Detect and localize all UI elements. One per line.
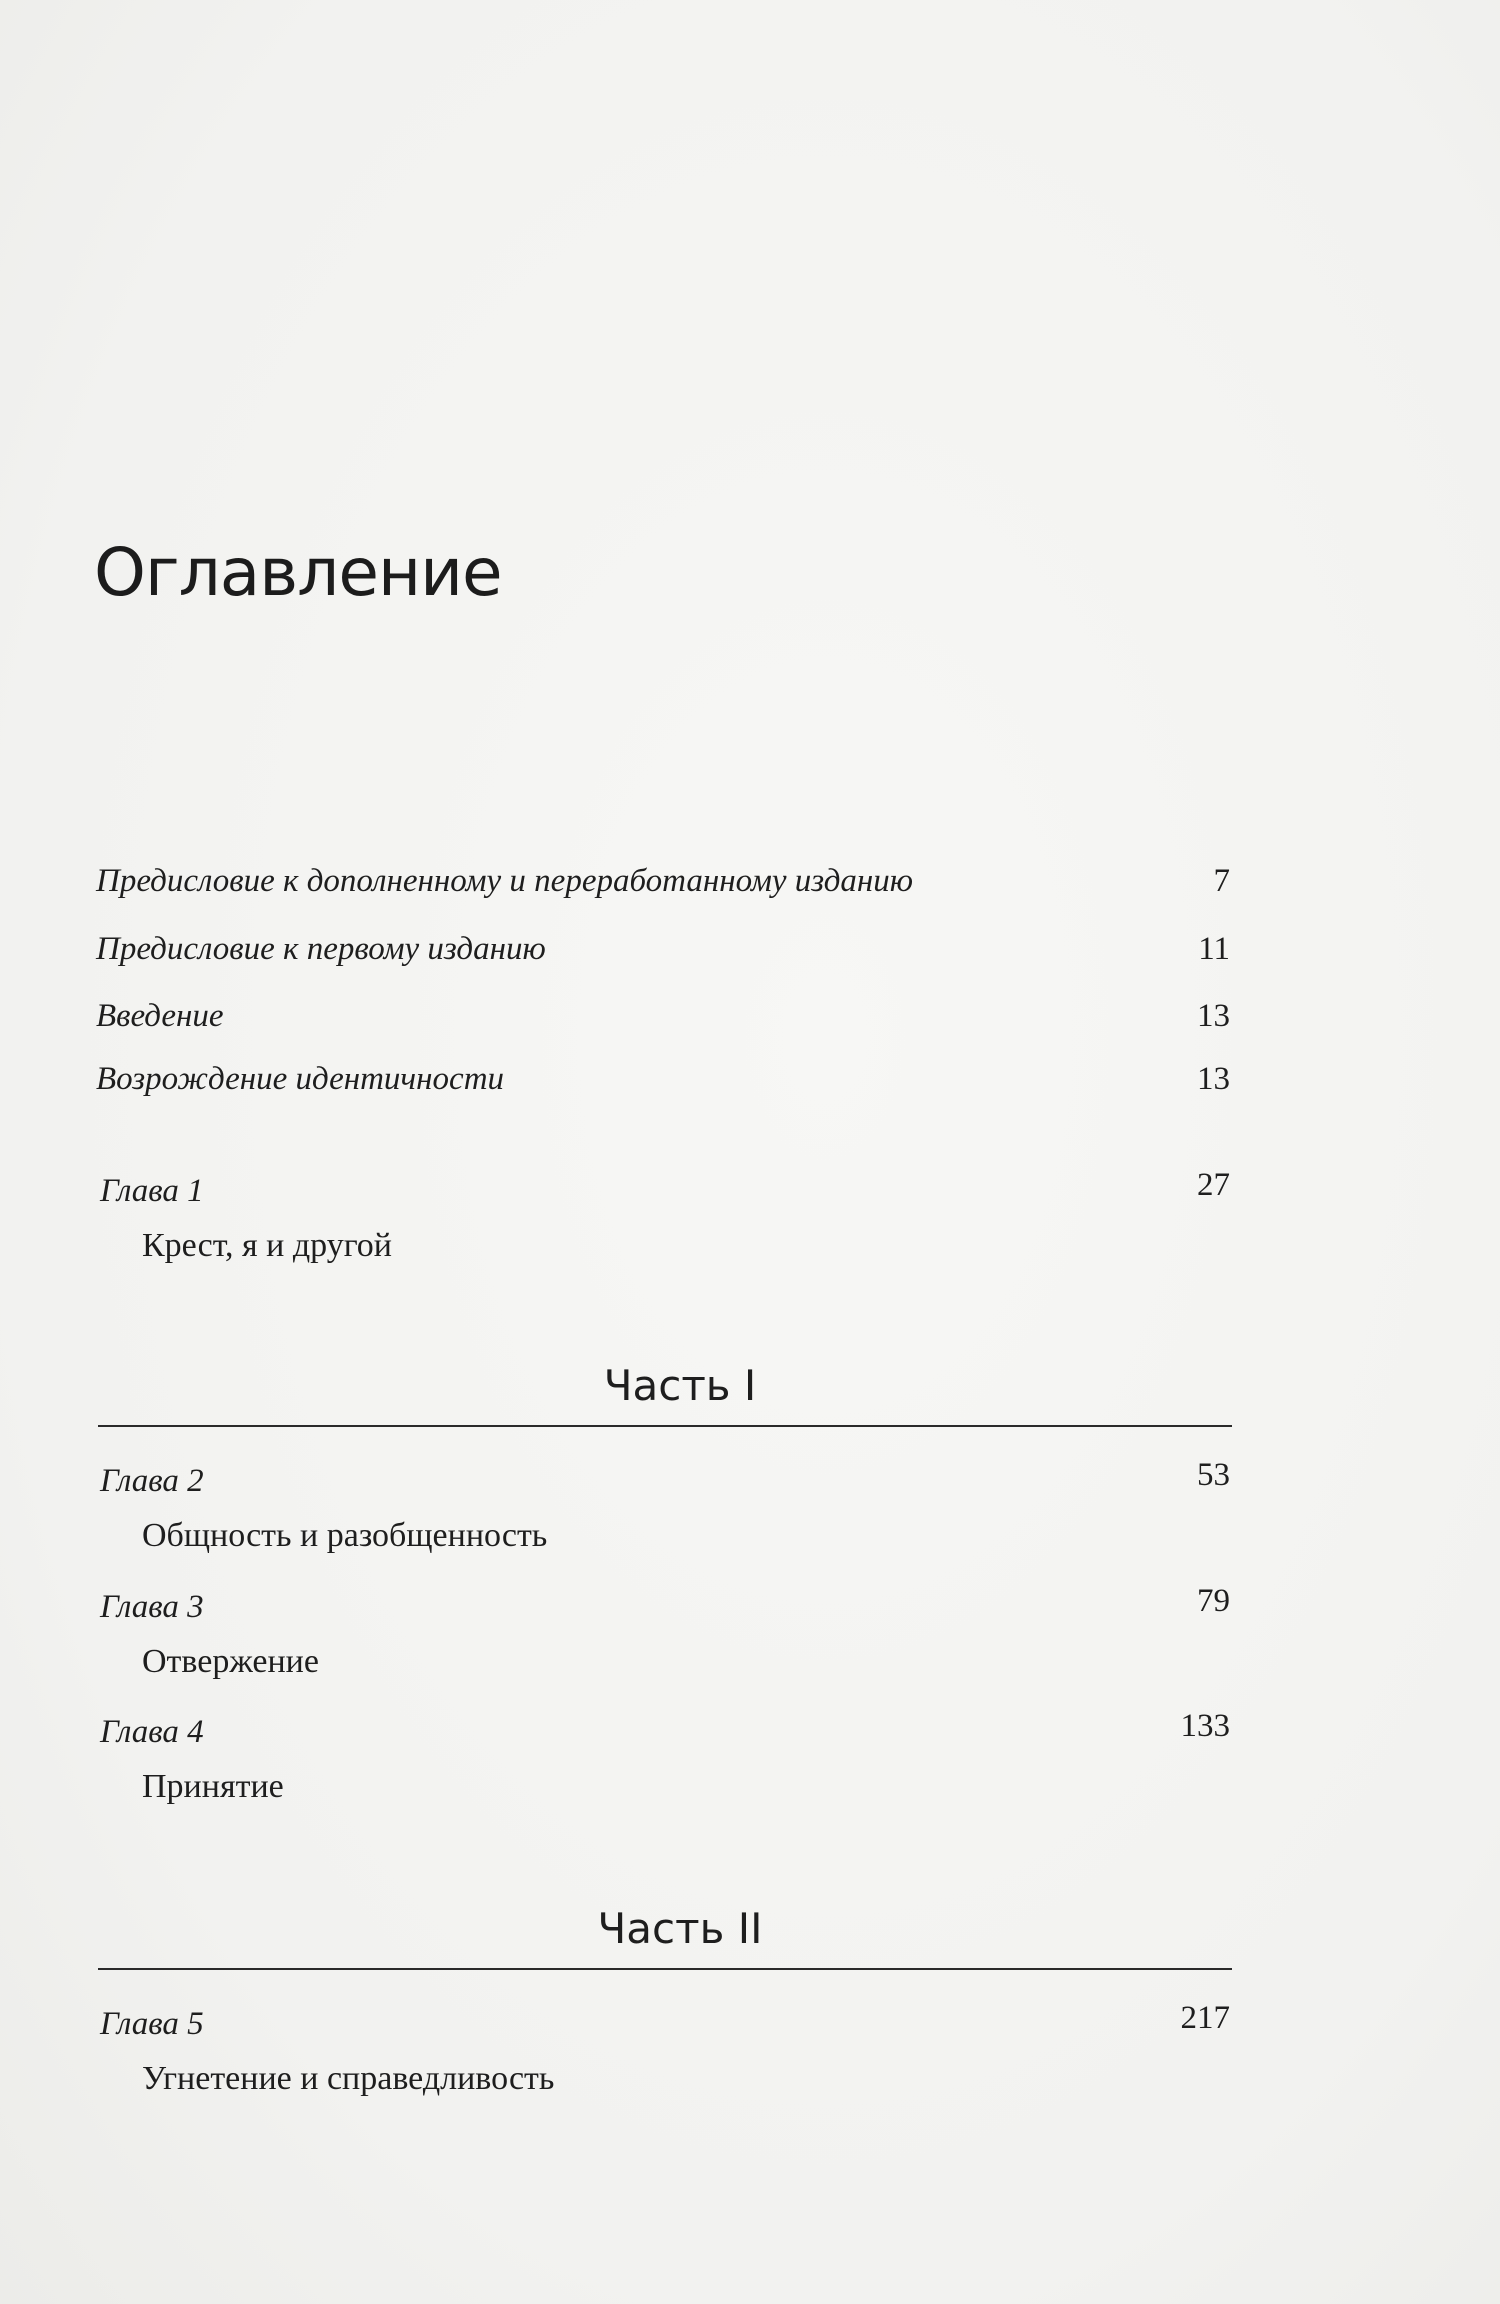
toc-chapter-5[interactable] <box>96 2000 1230 2115</box>
toc-entry-page: 7 <box>1213 863 1230 900</box>
chapter-label: Глава 5 <box>100 2006 204 2042</box>
toc-entry-identity-revival[interactable] <box>96 1050 1230 1100</box>
chapter-label: Глава 4 <box>100 1714 204 1750</box>
toc-entry-preface-revised[interactable] <box>96 852 1230 902</box>
toc-entry-label: Предисловие к дополненному и переработанному изданию <box>96 863 914 900</box>
toc-entry-label: Возрождение идентичности <box>96 1061 505 1098</box>
toc-chapter-3[interactable] <box>96 1583 1230 1698</box>
chapter-page: 27 <box>1197 1167 1230 1203</box>
toc-entry-label: Введение <box>96 998 224 1035</box>
chapter-page: 217 <box>1180 2000 1230 2036</box>
chapter-label: Глава 2 <box>100 1463 204 1499</box>
toc-entry-page: 13 <box>1197 998 1230 1035</box>
toc-chapter-2[interactable] <box>96 1457 1230 1572</box>
chapter-title: Угнетение и справедливость <box>142 2060 555 2097</box>
part-title: Часть I <box>603 1361 757 1410</box>
chapter-title: Крест, я и другой <box>142 1227 392 1264</box>
chapter-page: 53 <box>1197 1457 1230 1493</box>
toc-entry-page: 11 <box>1198 931 1230 968</box>
toc-entry-label: Предисловие к первому изданию <box>96 931 546 968</box>
chapter-title: Отвержение <box>142 1643 319 1680</box>
chapter-title: Принятие <box>142 1768 284 1805</box>
part-1-header <box>98 1361 1232 1427</box>
chapter-page: 133 <box>1180 1708 1230 1744</box>
part-title: Часть II <box>597 1904 763 1953</box>
part-divider <box>98 1968 1232 1970</box>
toc-entry-introduction[interactable] <box>96 987 1230 1037</box>
chapter-label: Глава 3 <box>100 1589 204 1625</box>
toc-entry-page: 13 <box>1197 1061 1230 1098</box>
chapter-title: Общность и разобщенность <box>142 1517 548 1554</box>
toc-chapter-4[interactable] <box>96 1708 1230 1823</box>
toc-entry-preface-first[interactable] <box>96 920 1230 970</box>
chapter-page: 79 <box>1197 1583 1230 1619</box>
part-2-header <box>98 1904 1232 1970</box>
page-title: Оглавление <box>94 534 502 611</box>
part-divider <box>98 1425 1232 1427</box>
toc-chapter-1[interactable] <box>96 1167 1230 1282</box>
chapter-label: Глава 1 <box>100 1173 204 1209</box>
